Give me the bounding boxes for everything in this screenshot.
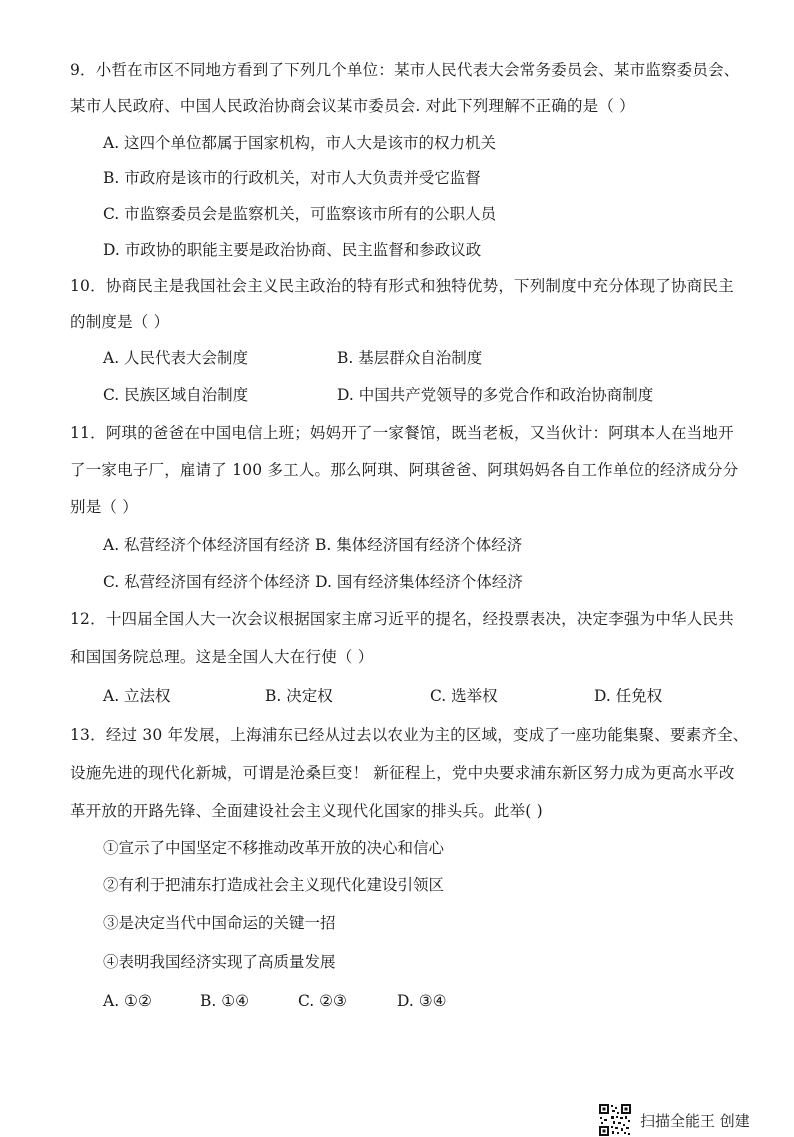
scanner-watermark-text: 扫描全能王 创建 [640,1111,750,1130]
q13-stem-line-1: 13．经过 30 年发展，上海浦东已经从过去以农业为主的区域，变成了一座功能集聚、要素齐全、 [70,726,749,744]
q9-stem-line-1: 9．小哲在市区不同地方看到了下列几个单位：某市人民代表大会常务委员会、某市监察委员会、 [70,61,740,79]
q13-statement-4: ④表明我国经济实现了高质量发展 [103,953,336,971]
q10-option-d: D. 中国共产党领导的多党合作和政治协商制度 [337,386,654,404]
q13-statement-2: ②有利于把浦东打造成社会主义现代化建设引领区 [103,876,445,894]
q11-option-ab: A. 私营经济个体经济国有经济 B. 集体经济国有经济个体经济 [103,536,523,554]
q10-option-a: A. 人民代表大会制度 [103,349,249,367]
q12-option-a: A. 立法权 [103,687,171,705]
q9-option-d: D. 市政协的职能主要是政治协商、民主监督和参政议政 [103,241,482,259]
q13-option-d: D. ③④ [397,992,447,1010]
q12-option-c: C. 选举权 [430,687,498,705]
q12-option-b: B. 决定权 [265,687,333,705]
q11-stem-line-3: 别是（ ） [70,498,138,516]
q13-option-a: A. ①② [103,992,152,1010]
q10-option-c: C. 民族区域自治制度 [103,386,249,404]
q13-option-c: C. ②③ [298,992,347,1010]
scanner-watermark [598,1103,750,1137]
q13-stem-line-3: 革开放的开路先锋、全面建设社会主义现代化国家的排头兵。此举( ) [70,802,543,820]
q13-option-b: B. ①④ [200,992,250,1010]
q12-option-d: D. 任免权 [594,687,663,705]
q11-stem-line-2: 了一家电子厂，雇请了 100 多工人。那么阿琪、阿琪爸爸、阿琪妈妈各自工作单位的经济成分分 [70,461,739,479]
q9-option-c: C. 市监察委员会是监察机关，可监察该市所有的公职人员 [103,205,497,223]
q12-stem-line-1: 12．十四届全国人大一次会议根据国家主席习近平的提名，经投票表决，决定李强为中华人民共 [70,610,734,628]
q12-stem-line-2: 和国国务院总理。这是全国人大在行使（ ） [70,648,374,666]
q13-stem-line-2: 设施先进的现代化新城，可谓是沧桑巨变！ 新征程上，党中央要求浦东新区努力成为更高水平改 [70,764,735,782]
q9-option-b: B. 市政府是该市的行政机关，对市人大负责并受它监督 [103,169,481,187]
q9-option-a: A. 这四个单位都属于国家机构，市人大是该市的权力机关 [103,134,497,152]
q13-statement-3: ③是决定当代中国命运的关键一招 [103,914,336,932]
q11-stem-line-1: 11．阿琪的爸爸在中国电信上班；妈妈开了一家餐馆，既当老板，又当伙计：阿琪本人在当地开 [70,424,734,442]
q10-option-b: B. 基层群众自治制度 [337,349,483,367]
q9-stem-line-2: 某市人民政府、中国人民政治协商会议某市委员会. 对此下列理解不正确的是（ ） [70,97,635,115]
qr-code-icon [598,1103,632,1137]
q11-option-cd: C. 私营经济国有经济个体经济 D. 国有经济集体经济个体经济 [103,573,523,591]
q10-stem-line-1: 10．协商民主是我国社会主义民主政治的特有形式和独特优势，下列制度中充分体现了协商民主 [70,277,734,295]
q10-stem-line-2: 的制度是（ ） [70,313,170,331]
q13-statement-1: ①宣示了中国坚定不移推动改革开放的决心和信心 [103,839,445,857]
